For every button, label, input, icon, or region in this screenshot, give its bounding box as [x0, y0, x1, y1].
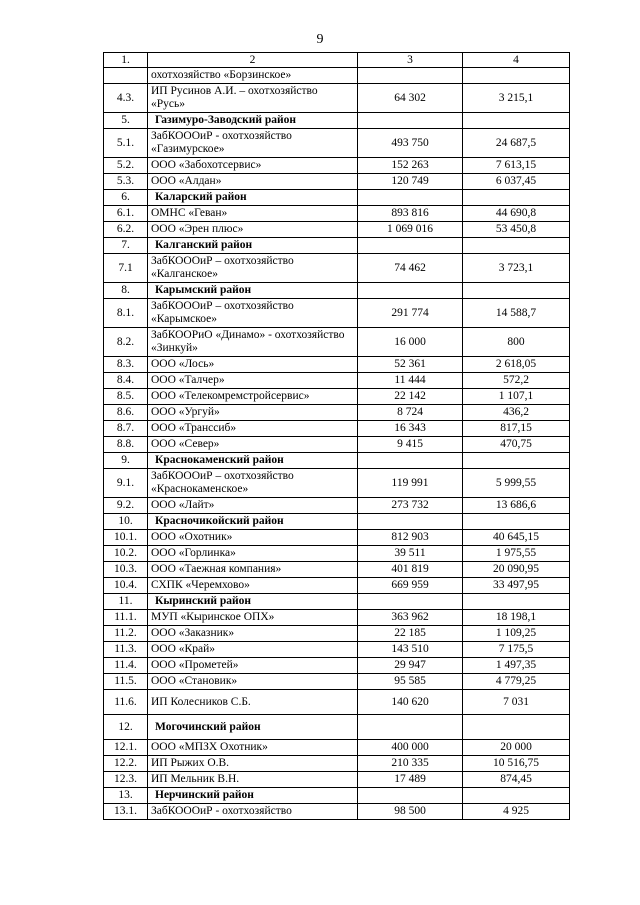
page-number: 9 — [316, 32, 324, 47]
table-header-row — [104, 53, 570, 68]
fee-cell: 24 687,5 — [463, 129, 570, 158]
table-row — [104, 546, 570, 562]
table-row — [104, 68, 570, 84]
fee-cell: 7 613,15 — [463, 158, 570, 174]
area-cell: 140 620 — [358, 690, 463, 715]
row-number-cell: 10.4. — [104, 578, 148, 594]
row-number-cell: 5.2. — [104, 158, 148, 174]
table-row — [104, 772, 570, 788]
area-cell: 119 991 — [358, 469, 463, 498]
area-cell: 9 415 — [358, 437, 463, 453]
organization-name-cell: ИП Мельник В.Н. — [148, 772, 358, 788]
row-number-cell: 9.1. — [104, 469, 148, 498]
row-number-cell: 12. — [104, 715, 148, 740]
row-number-cell: 11. — [104, 594, 148, 610]
row-number-cell: 8.5. — [104, 389, 148, 405]
district-row — [104, 113, 570, 129]
fee-cell: 40 645,15 — [463, 530, 570, 546]
area-cell: 143 510 — [358, 642, 463, 658]
row-number-cell: 10.3. — [104, 562, 148, 578]
fee-cell: 874,45 — [463, 772, 570, 788]
area-cell: 893 816 — [358, 206, 463, 222]
organization-name-cell: ООО «Ургуй» — [148, 405, 358, 421]
district-name-cell: Могочинский район — [148, 715, 358, 740]
table-row — [104, 158, 570, 174]
row-number-cell: 5.1. — [104, 129, 148, 158]
table-row — [104, 421, 570, 437]
row-number-cell: 8.4. — [104, 373, 148, 389]
district-name-cell: Карымский район — [148, 283, 358, 299]
area-cell: 52 361 — [358, 357, 463, 373]
district-row — [104, 514, 570, 530]
header-cell-4: 4 — [463, 53, 570, 68]
row-number-cell: 8.8. — [104, 437, 148, 453]
fee-cell: 33 497,95 — [463, 578, 570, 594]
organization-name-cell: ООО «Алдан» — [148, 174, 358, 190]
fee-cell: 1 975,55 — [463, 546, 570, 562]
area-cell — [358, 594, 463, 610]
row-number-cell: 13. — [104, 788, 148, 804]
area-cell — [358, 788, 463, 804]
organization-name-cell: ИП Русинов А.И. – охотхозяйство «Русь» — [148, 84, 358, 113]
table-row — [104, 328, 570, 357]
district-row — [104, 190, 570, 206]
header-cell-3: 3 — [358, 53, 463, 68]
district-name-cell: Каларский район — [148, 190, 358, 206]
fee-cell: 44 690,8 — [463, 206, 570, 222]
table-row — [104, 129, 570, 158]
organization-name-cell: ИП Колесников С.Б. — [148, 690, 358, 715]
fee-cell — [463, 514, 570, 530]
fee-cell: 7 175,5 — [463, 642, 570, 658]
organization-name-cell: ОМНС «Геван» — [148, 206, 358, 222]
district-name-cell: Красночикойский район — [148, 514, 358, 530]
district-name-cell: Кыринский район — [148, 594, 358, 610]
organization-name-cell: ООО «Транссиб» — [148, 421, 358, 437]
row-number-cell: 6. — [104, 190, 148, 206]
district-name-cell: Краснокаменский район — [148, 453, 358, 469]
organization-name-cell: ООО «Заказник» — [148, 626, 358, 642]
organization-name-cell: ООО «Охотник» — [148, 530, 358, 546]
fee-cell — [463, 453, 570, 469]
table-row — [104, 658, 570, 674]
fee-cell: 4 779,25 — [463, 674, 570, 690]
fee-cell: 14 588,7 — [463, 299, 570, 328]
area-cell: 669 959 — [358, 578, 463, 594]
area-cell: 291 774 — [358, 299, 463, 328]
organization-name-cell: ЗабКОООиР - охотхозяйство «Газимурское» — [148, 129, 358, 158]
area-cell: 29 947 — [358, 658, 463, 674]
table-row — [104, 498, 570, 514]
header-cell-2: 2 — [148, 53, 358, 68]
row-number-cell: 6.2. — [104, 222, 148, 238]
fee-cell: 800 — [463, 328, 570, 357]
area-cell: 401 819 — [358, 562, 463, 578]
table-row — [104, 222, 570, 238]
fee-cell: 436,2 — [463, 405, 570, 421]
fee-cell: 1 109,25 — [463, 626, 570, 642]
row-number-cell: 13.1. — [104, 804, 148, 820]
row-number-cell: 8.3. — [104, 357, 148, 373]
row-number-cell: 9. — [104, 453, 148, 469]
fee-cell — [463, 238, 570, 254]
table-row — [104, 254, 570, 283]
table-row — [104, 642, 570, 658]
organization-name-cell: ООО «Талчер» — [148, 373, 358, 389]
row-number-cell: 12.2. — [104, 756, 148, 772]
row-number-cell: 12.3. — [104, 772, 148, 788]
table-row — [104, 804, 570, 820]
organization-name-cell: ООО «Прометей» — [148, 658, 358, 674]
area-cell: 39 511 — [358, 546, 463, 562]
area-cell: 812 903 — [358, 530, 463, 546]
row-number-cell: 8. — [104, 283, 148, 299]
fee-cell — [463, 113, 570, 129]
row-number-cell: 8.6. — [104, 405, 148, 421]
fee-cell: 3 723,1 — [463, 254, 570, 283]
area-cell — [358, 514, 463, 530]
fee-cell — [463, 283, 570, 299]
area-cell: 17 489 — [358, 772, 463, 788]
district-row — [104, 594, 570, 610]
row-number-cell: 8.7. — [104, 421, 148, 437]
table-row — [104, 756, 570, 772]
table-row — [104, 206, 570, 222]
area-cell: 22 185 — [358, 626, 463, 642]
row-number-cell: 11.6. — [104, 690, 148, 715]
table-row — [104, 530, 570, 546]
organization-name-cell: ЗабКОООиР – охотхозяйство «Карымское» — [148, 299, 358, 328]
organization-name-cell: ООО «Телекомремстройсервис» — [148, 389, 358, 405]
district-row — [104, 283, 570, 299]
row-number-cell: 5.3. — [104, 174, 148, 190]
table-row — [104, 373, 570, 389]
table-row — [104, 389, 570, 405]
organization-name-cell: охотхозяйство «Борзинское» — [148, 68, 358, 84]
area-cell — [358, 283, 463, 299]
row-number-cell: 10.1. — [104, 530, 148, 546]
organization-name-cell: ООО «МПЗХ Охотник» — [148, 740, 358, 756]
organization-name-cell: ООО «Лось» — [148, 357, 358, 373]
area-cell: 1 069 016 — [358, 222, 463, 238]
row-number-cell: 8.1. — [104, 299, 148, 328]
table-row — [104, 174, 570, 190]
district-name-cell: Нерчинский район — [148, 788, 358, 804]
district-row — [104, 238, 570, 254]
fee-cell: 6 037,45 — [463, 174, 570, 190]
fee-cell: 5 999,55 — [463, 469, 570, 498]
organization-name-cell: ООО «Край» — [148, 642, 358, 658]
table-row — [104, 562, 570, 578]
table-row — [104, 357, 570, 373]
area-cell: 363 962 — [358, 610, 463, 626]
area-cell: 95 585 — [358, 674, 463, 690]
row-number-cell: 7. — [104, 238, 148, 254]
row-number-cell: 6.1. — [104, 206, 148, 222]
row-number-cell: 4.3. — [104, 84, 148, 113]
fee-cell — [463, 68, 570, 84]
fee-cell: 7 031 — [463, 690, 570, 715]
fee-cell: 470,75 — [463, 437, 570, 453]
organization-name-cell: ЗабКОООиР – охотхозяйство «Краснокаменское» — [148, 469, 358, 498]
header-cell-1: 1. — [104, 53, 148, 68]
row-number-cell: 7.1 — [104, 254, 148, 283]
table-row — [104, 405, 570, 421]
row-number-cell: 11.4. — [104, 658, 148, 674]
fee-cell — [463, 594, 570, 610]
organization-name-cell: ИП Рыжих О.В. — [148, 756, 358, 772]
row-number-cell: 8.2. — [104, 328, 148, 357]
fee-cell: 13 686,6 — [463, 498, 570, 514]
fee-cell: 1 497,35 — [463, 658, 570, 674]
row-number-cell: 10.2. — [104, 546, 148, 562]
organization-name-cell: СХПК «Черемхово» — [148, 578, 358, 594]
district-row — [104, 453, 570, 469]
fee-cell: 3 215,1 — [463, 84, 570, 113]
organization-name-cell: ООО «Таежная компания» — [148, 562, 358, 578]
row-number-cell: 11.2. — [104, 626, 148, 642]
organization-name-cell: ООО «Эрен плюс» — [148, 222, 358, 238]
table-row — [104, 690, 570, 715]
area-cell: 74 462 — [358, 254, 463, 283]
fee-cell — [463, 715, 570, 740]
table-row — [104, 437, 570, 453]
organization-name-cell: ЗабКОООиР – охотхозяйство «Калганское» — [148, 254, 358, 283]
district-row — [104, 788, 570, 804]
organization-name-cell: ООО «Забохотсервис» — [148, 158, 358, 174]
area-cell: 8 724 — [358, 405, 463, 421]
area-cell — [358, 238, 463, 254]
area-cell: 120 749 — [358, 174, 463, 190]
row-number-cell: 11.1. — [104, 610, 148, 626]
fee-cell: 572,2 — [463, 373, 570, 389]
area-cell — [358, 68, 463, 84]
area-cell: 16 000 — [358, 328, 463, 357]
table-row — [104, 740, 570, 756]
table-row — [104, 674, 570, 690]
area-cell: 210 335 — [358, 756, 463, 772]
row-number-cell: 11.3. — [104, 642, 148, 658]
fee-cell: 20 000 — [463, 740, 570, 756]
area-cell — [358, 715, 463, 740]
fee-cell: 2 618,05 — [463, 357, 570, 373]
fee-cell — [463, 788, 570, 804]
area-cell: 22 142 — [358, 389, 463, 405]
fee-cell: 1 107,1 — [463, 389, 570, 405]
area-cell: 400 000 — [358, 740, 463, 756]
table-row — [104, 578, 570, 594]
fee-cell: 10 516,75 — [463, 756, 570, 772]
fee-cell — [463, 190, 570, 206]
table-row — [104, 299, 570, 328]
table-row — [104, 626, 570, 642]
district-row — [104, 715, 570, 740]
data-table — [103, 52, 570, 820]
organization-name-cell: ООО «Становик» — [148, 674, 358, 690]
district-name-cell: Калганский район — [148, 238, 358, 254]
organization-name-cell: МУП «Кыринское ОПХ» — [148, 610, 358, 626]
row-number-cell: 11.5. — [104, 674, 148, 690]
row-number-cell: 9.2. — [104, 498, 148, 514]
fee-cell: 18 198,1 — [463, 610, 570, 626]
row-number-cell: 5. — [104, 113, 148, 129]
area-cell: 11 444 — [358, 373, 463, 389]
organization-name-cell: ООО «Горлинка» — [148, 546, 358, 562]
table-body — [104, 53, 570, 820]
area-cell: 493 750 — [358, 129, 463, 158]
area-cell: 98 500 — [358, 804, 463, 820]
fee-cell: 817,15 — [463, 421, 570, 437]
district-name-cell: Газимуро-Заводский район — [148, 113, 358, 129]
area-cell — [358, 190, 463, 206]
organization-name-cell: ЗабКОООиР - охотхозяйство — [148, 804, 358, 820]
row-number-cell — [104, 68, 148, 84]
row-number-cell: 12.1. — [104, 740, 148, 756]
organization-name-cell: ЗабКООРиО «Динамо» - охотхозяйство «Зинкуй» — [148, 328, 358, 357]
organization-name-cell: ООО «Лайт» — [148, 498, 358, 514]
table-row — [104, 469, 570, 498]
area-cell: 152 263 — [358, 158, 463, 174]
table-row — [104, 610, 570, 626]
area-cell — [358, 453, 463, 469]
fee-cell: 4 925 — [463, 804, 570, 820]
row-number-cell: 10. — [104, 514, 148, 530]
area-cell: 273 732 — [358, 498, 463, 514]
fee-cell: 53 450,8 — [463, 222, 570, 238]
organization-name-cell: ООО «Север» — [148, 437, 358, 453]
area-cell: 16 343 — [358, 421, 463, 437]
area-cell — [358, 113, 463, 129]
table-row — [104, 84, 570, 113]
area-cell: 64 302 — [358, 84, 463, 113]
fee-cell: 20 090,95 — [463, 562, 570, 578]
